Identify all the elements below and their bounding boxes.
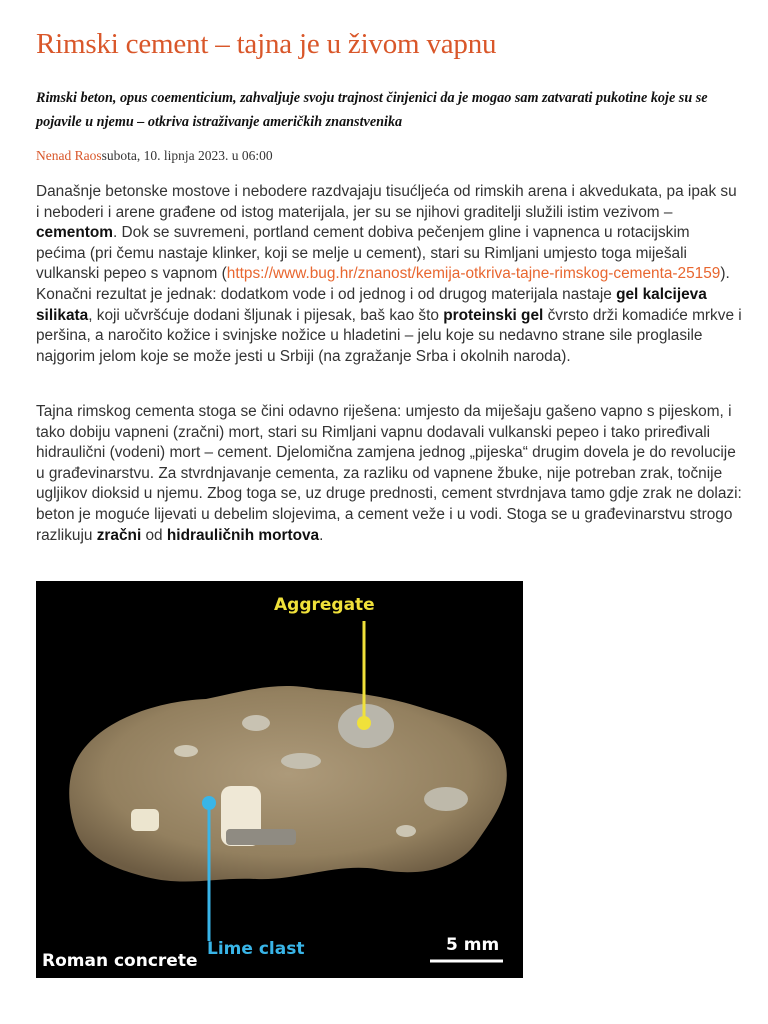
- bold-term-zracni: zračni: [96, 526, 142, 544]
- text: Današnje betonske mostove i nebodere razdvajaju tisućljeća od rimskih arena i akvedukata, pa ipak su i neboderi i arene građene od istog materijala, jer su se njihovi graditelji služili istim vezivom –: [36, 183, 737, 221]
- text: čvrsto drži komadiće mrkve i peršina, a naročito kožice i svinjske nožice u hladetini – jelu koje su nedavno strane sile proglasile najgorim jelom koje se može jesti u Srbiji (na zgražanje Srba i okolnih naroda).: [36, 306, 742, 365]
- article-lead: Rimski beton, opus coementicium, zahvaljuje svoju trajnost činjenici da je mogao sam zatvarati pukotine koje su se pojavile u njemu – otkriva istraživanje američkih znanstvenika: [36, 90, 708, 130]
- paragraph-1: [36, 182, 742, 367]
- text: Tajna rimskog cementa stoga se čini odavno riješena: umjesto da miješaju gašeno vapno s pijeskom, i tako dobiju vapneni (zračni) mort, stari su Rimljani vapnu dodavali vulkanski pepeo i tako priređivali hidraulični (vodeni) mort – cement. Djelomična zamjena jednog „pijeska“ drugim dovela je do revolucije u građevinarstvu. Za stvrdnjavanje cementa, za razliku od vapnene žbuke, nije potreban zrak, točnije ugljikov dioksid u njemu. Zbog toga se, uz druge prednosti, cement stvrdnjava tamo gdje zrak ne dolazi: beton je moguće lijevati u debelim slojevima, a cement veže i u vodi. Stoga se u građevinarstvu strogo razlikuju: [36, 403, 742, 544]
- label-roman-concrete: Roman concrete: [42, 951, 198, 971]
- author-link[interactable]: Nenad Raos: [36, 148, 102, 163]
- aggregate-grain: [281, 753, 321, 769]
- concrete-sample-illustration: [36, 581, 523, 978]
- text: , koji učvršćuje dodani šljunak i pijesak, baš kao što: [88, 306, 444, 324]
- text: .: [319, 526, 324, 544]
- bold-term-hidraulicni: hidrauličnih mortova: [166, 526, 320, 544]
- article-link[interactable]: https://www.bug.hr/znanost/kemija-otkriva-tajne-rimskog-cementa-25159: [226, 265, 721, 283]
- bold-term-proteinski-gel: proteinski gel: [443, 306, 544, 324]
- label-lime-clast: Lime clast: [207, 939, 305, 959]
- text: od: [141, 526, 167, 544]
- lime-pointer-dot: [202, 796, 216, 810]
- label-aggregate: Aggregate: [274, 595, 375, 615]
- aggregate-grain: [174, 745, 198, 757]
- paragraph-2: [36, 402, 742, 546]
- aggregate-grain: [424, 787, 468, 811]
- text: . Dok se suvremeni, portland cement dobiva pečenjem gline i vapnenca u rotacijskim pećima (pri čemu nastaje klinker, koji se melje u cement), stari su Rimljani umjesto toga miješali vulkanski pepeo s vapnom (: [36, 224, 690, 283]
- text: ). Konačni rezultat je jednak: dodatkom vode i od jednog i od drugog materijala nastaje: [36, 265, 730, 303]
- aggregate-grain: [396, 825, 416, 837]
- bold-term-gel: gel kalcijeva silikata: [36, 285, 707, 324]
- label-scale: 5 mm: [446, 935, 500, 955]
- page-title: Rimski cement – tajna je u živom vapnu: [36, 28, 497, 60]
- aggregate-grain: [226, 829, 296, 845]
- aggregate-grain: [242, 715, 270, 731]
- aggregate-pointer-dot: [357, 716, 371, 730]
- roman-concrete-photo: [36, 581, 523, 978]
- bold-term-cementom: cementom: [36, 224, 113, 242]
- publish-date: subota, 10. lipnja 2023. u 06:00: [101, 148, 273, 163]
- byline: [36, 148, 273, 164]
- concrete-sample: [69, 686, 507, 881]
- lime-grain: [131, 809, 159, 831]
